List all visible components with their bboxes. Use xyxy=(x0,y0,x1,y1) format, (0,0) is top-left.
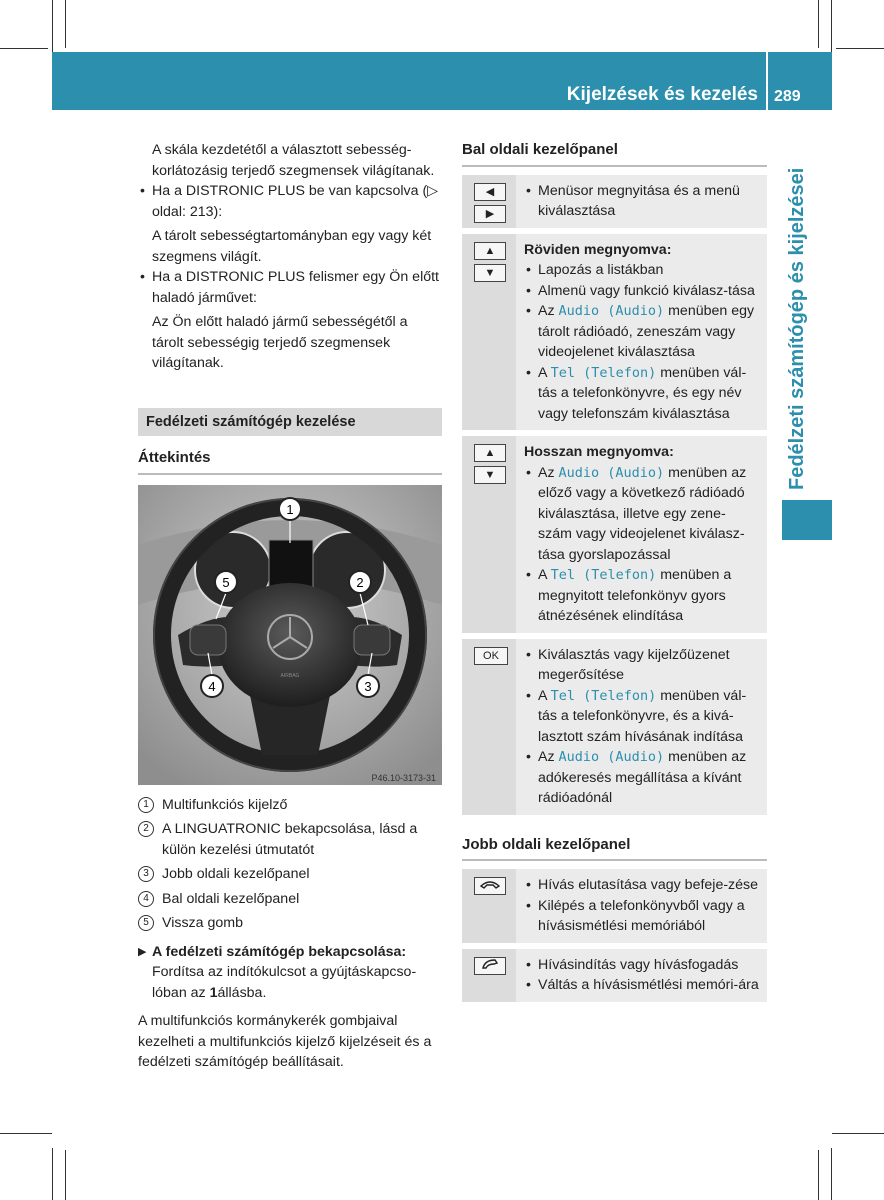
bullet-item: • A Tel (Telefon) menüben vál-tás a telefonkönyvre, és a kivá-lasztott szám hívásának indítása xyxy=(524,686,759,748)
table-row xyxy=(462,436,767,633)
figure-legend xyxy=(138,795,442,934)
paragraph: Az Ön előtt haladó jármű sebességétől a tárolt sebességig terjedő szegmensek világítanak. xyxy=(152,314,408,371)
chapter-tab-marker xyxy=(782,500,832,540)
action-step: ▶ A fedélzeti számítógép bekapcsolása: Fordítsa az indítókulcsot a gyújtáskapcso-lóban az 1állásba. xyxy=(138,942,442,1004)
row-heading: Hosszan megnyomva: xyxy=(524,444,674,460)
paragraph: A tárolt sebességtartományban egy vagy két szegmens világít. xyxy=(152,228,432,265)
bullet-item: • Hívásindítás vagy hívásfogadás xyxy=(524,955,759,976)
table-row xyxy=(462,949,767,1002)
left-column xyxy=(138,140,442,1073)
bullet-item: • Kilépés a telefonkönyvből vagy a hívásismétlési memóriából xyxy=(524,896,759,937)
crop-mark xyxy=(0,48,48,49)
chapter-side-title: Fedélzeti számítógép és kijelzései xyxy=(786,167,808,490)
callout-4: 4 xyxy=(208,678,216,694)
table-heading-left-panel: Bal oldali kezelőpanel xyxy=(462,140,767,167)
crop-mark xyxy=(65,0,66,48)
legend-item: 1 Multifunkciós kijelző xyxy=(138,795,442,816)
table-row xyxy=(462,639,767,815)
crop-mark xyxy=(836,48,884,49)
crop-mark xyxy=(831,0,832,52)
callout-2: 2 xyxy=(356,574,364,590)
crop-mark xyxy=(831,1148,832,1200)
callout-1: 1 xyxy=(286,501,294,517)
bullet-item: • A Tel (Telefon) menüben vál-tás a telefonkönyvre, és egy név vagy telefonszám kiválasztása xyxy=(524,363,759,425)
bullet-item: • Hívás elutasítása vagy befeje-zése xyxy=(524,875,759,896)
table-heading-right-panel: Jobb oldali kezelőpanel xyxy=(462,835,767,862)
up-arrow-key-icon: ▲ xyxy=(474,242,506,260)
crop-mark xyxy=(52,1148,53,1200)
crop-mark xyxy=(0,1133,52,1134)
bullet-item: • Az Audio (Audio) menüben az előző vagy a következő rádióadó kiválasztása, illetve egy zene-szám vagy videojelenet kiválasz-tása gyorslapozással xyxy=(524,463,759,566)
crop-mark xyxy=(52,0,53,52)
section-heading: Fedélzeti számítógép kezelése xyxy=(138,408,442,437)
bullet-item: • Az Audio (Audio) menüben egy tárolt rádióadó, zeneszám vagy videojelenet kiválasztása xyxy=(524,301,759,363)
bullet-item: • Kiválasztás vagy kijelzőüzenet megerősítése xyxy=(524,645,759,686)
right-column xyxy=(462,140,767,1008)
legend-item: 4 Bal oldali kezelőpanel xyxy=(138,889,442,910)
down-arrow-key-icon: ▼ xyxy=(474,466,506,484)
table-row xyxy=(462,234,767,431)
bullet-item: • Az Audio (Audio) menüben az adókeresés megállítása a kívánt rádióadónál xyxy=(524,747,759,809)
call-phone-icon xyxy=(474,957,506,975)
ok-key-icon: OK xyxy=(474,647,508,665)
header-separator xyxy=(766,52,768,110)
paragraph: A skála kezdetétől a választott sebesség-korlátozásig terjedő szegmensek világítanak. xyxy=(152,142,435,179)
airbag-label: AIRBAG xyxy=(280,672,300,679)
bullet-item: • Ha a DISTRONIC PLUS be van kapcsolva (▷ oldal: 213): xyxy=(138,181,442,222)
page-number: 289 xyxy=(774,88,801,105)
bullet-item: • A Tel (Telefon) menüben a megnyitott telefonkönyv gyors átnézésének elindítása xyxy=(524,565,759,627)
figure-code: P46.10-3173-31 xyxy=(371,772,436,783)
bullet-item: • Váltás a hívásismétlési memóri-ára xyxy=(524,975,759,996)
up-arrow-key-icon: ▲ xyxy=(474,444,506,462)
legend-item: 5 Vissza gomb xyxy=(138,913,442,934)
row-heading: Röviden megnyomva: xyxy=(524,241,672,258)
bullet-item: • Menüsor megnyitása és a menü kiválasztása xyxy=(524,181,759,222)
bullet-item: • Almenü vagy funkció kiválasz-tása xyxy=(524,281,759,302)
callout-3: 3 xyxy=(364,678,372,694)
left-arrow-key-icon: ◀ xyxy=(474,183,506,201)
down-arrow-key-icon: ▼ xyxy=(474,264,506,282)
table-row xyxy=(462,175,767,228)
crop-mark xyxy=(65,1150,66,1200)
right-arrow-key-icon: ▶ xyxy=(474,205,506,223)
bullet-item: • Lapozás a listákban xyxy=(524,260,759,281)
legend-item: 2 A LINGUATRONIC bekapcsolása, lásd a külön kezelési útmutatót xyxy=(138,819,442,860)
steering-wheel-illustration xyxy=(138,485,442,785)
crop-mark xyxy=(818,0,819,48)
subsection-heading: Áttekintés xyxy=(138,448,442,475)
bullet-item: • Ha a DISTRONIC PLUS felismer egy Ön előtt haladó járművet: xyxy=(138,267,442,308)
crop-mark xyxy=(818,1150,819,1200)
table-row xyxy=(462,869,767,943)
steering-wheel-figure xyxy=(138,485,442,785)
callout-5: 5 xyxy=(222,574,230,590)
legend-item: 3 Jobb oldali kezelőpanel xyxy=(138,864,442,885)
hang-up-phone-icon xyxy=(474,877,506,895)
paragraph: A multifunkciós kormánykerék gombjaival kezelheti a multifunkciós kijelző kijelzéseit és a fedélzeti számítógép beállításait. xyxy=(138,1013,432,1070)
crop-mark xyxy=(832,1133,884,1134)
page-header-title: Kijelzések és kezelés xyxy=(566,84,758,105)
